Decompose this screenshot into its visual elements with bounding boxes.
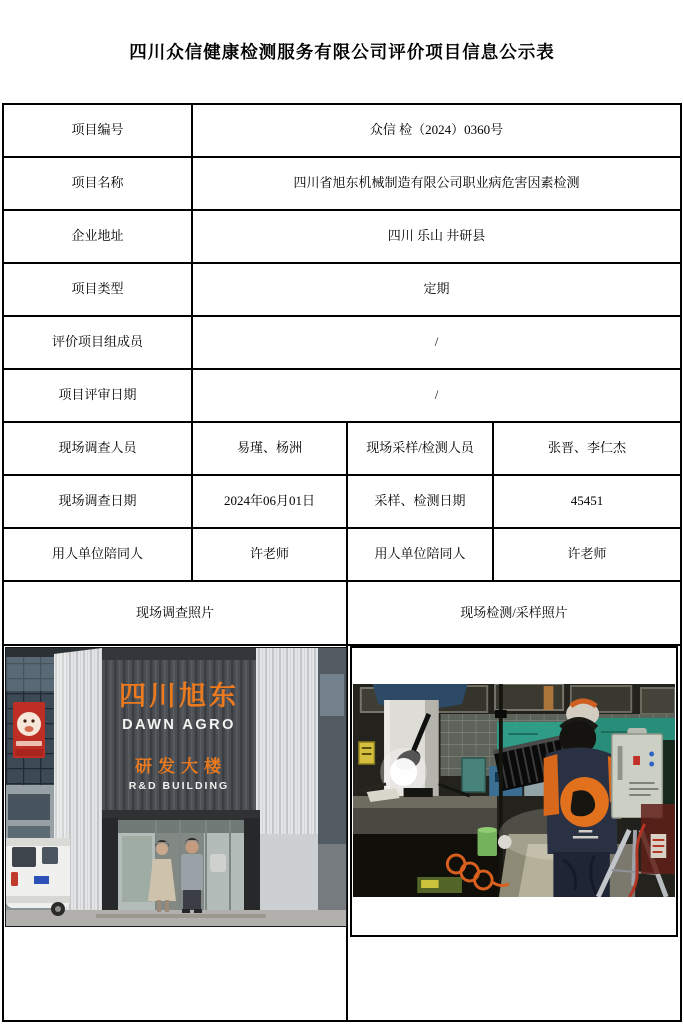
row-project-name [4,158,680,211]
employer-escort-value-1: 许老师 [193,529,348,580]
survey-date-label: 现场调查日期 [4,476,193,527]
van [6,838,70,916]
row-company-address [4,211,680,264]
row-project-number-label: 项目编号 [4,105,193,156]
workshop-sampling-photo [353,684,675,897]
sampling-staff-value: 张晋、李仁杰 [547,440,626,456]
row-employer-escort [4,529,680,582]
row-project-number [4,105,680,158]
sampling-staff-label: 现场采样/检测人员 [348,423,494,474]
row-project-type-label: 项目类型 [4,264,193,315]
building-label-en: R&D BUILDING [128,780,230,792]
row-photo-headers [4,582,680,646]
entrance-pillar-right [244,818,260,918]
row-survey-date [4,476,680,529]
survey-photo [5,647,347,927]
row-company-address-value: 四川 乐山 井研县 [387,228,486,244]
sampling-photo-cell [348,646,680,1020]
survey-photo-header: 现场调查照片 [4,582,348,644]
building-label-cn: 研发大楼 [135,757,227,776]
employer-escort-label-1: 用人单位陪同人 [4,529,193,580]
sampling-date-label: 采样、检测日期 [348,476,494,527]
sampling-photo [353,684,675,897]
sampling-photo-header: 现场检测/采样照片 [460,604,568,620]
machine-teal [462,758,485,792]
row-project-name-value: 四川省旭东机械制造有限公司职业病危害因素检测 [293,175,580,191]
facade-panel [102,648,256,818]
mascot-sign [13,702,45,758]
row-review-date-value: / [434,387,439,403]
info-table [2,103,682,1022]
employer-escort-label-2: 用人单位陪同人 [348,529,494,580]
survey-staff-value: 易瑾、杨洲 [193,423,348,474]
survey-photo-cell [4,646,348,1020]
row-team-members-value: / [434,334,439,350]
survey-date-value: 2024年06月01日 [193,476,348,527]
row-review-date [4,370,680,423]
page-title: 四川众信健康检测服务有限公司评价项目信息公示表 [129,42,555,62]
row-project-number-value: 众信 检（2024）0360号 [369,122,504,138]
employer-escort-value-2: 许老师 [567,546,607,562]
sampling-photo-frame [350,646,678,937]
row-project-name-label: 项目名称 [4,158,193,209]
row-review-date-label: 项目评审日期 [4,370,193,421]
row-team-members [4,317,680,370]
corrugated-panel-right [256,648,318,834]
building-facade-photo [6,648,346,926]
sampling-date-value: 45451 [570,493,604,509]
row-survey-staff [4,423,680,476]
building-sign-cn: 四川旭东 [119,681,239,711]
entrance-pillar-left [102,818,118,918]
row-project-type [4,264,680,317]
row-team-members-label: 评价项目组成员 [4,317,193,368]
row-project-type-value: 定期 [423,281,450,297]
row-photos [4,646,680,1020]
building-sign-en: DAWN AGRO [122,717,236,733]
row-company-address-label: 企业地址 [4,211,193,262]
survey-staff-label: 现场调查人员 [4,423,193,474]
